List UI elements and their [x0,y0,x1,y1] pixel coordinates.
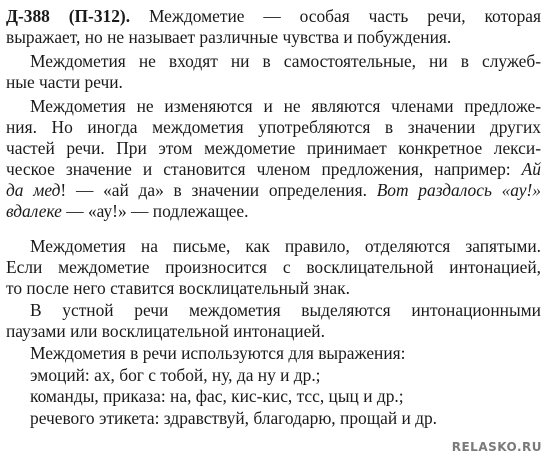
paragraph-4-line-3: то после него ставится восклицательный знак. [6,278,350,298]
paragraph-3-line-5: да мед! — «ай да» в значении определения. Вот раздалось «ау!» [6,180,541,200]
paragraph-1-line-2: выражает, но не называет различные чувства и побуждения. [6,27,452,47]
paragraph-5-line-1: В устной речи междометия выделяются интонационными [30,300,541,320]
paragraph-2-line-2: ные части речи. [6,72,123,92]
paragraph-6-line-1: Междометия в речи используются для выражения: [30,343,406,363]
paragraph-3-line-6: вдалеке — «ау!» — подлежащее. [6,201,249,221]
list-item-etiquette: речевого этикета: здравствуй, благодарю, прощай и др. [30,408,438,428]
watermark: RELASKO.RU [451,440,542,454]
paragraph-3-line-4: ческое значение и становится членом предложения, например: Ай [6,159,541,179]
exercise-number: Д-388 (П-312). [6,6,131,26]
list-item-commands: команды, приказа: на, фас, кис-кис, тсс, цыц и др.; [30,386,404,406]
paragraph-3-line-3: частей речи. При этом междометие принимает конкретное лекси- [6,138,541,158]
list-item-emotions: эмоций: ах, бог с тобой, ну, да ну и др.; [30,365,321,385]
paragraph-4-line-2: Если междометие произносится с восклицательной интонацией, [6,257,541,277]
paragraph-3-line-1: Междометия не изменяются и не являются членами предложе- [30,96,541,116]
paragraph-4-line-1: Междометия на письме, как правило, отделяются запятыми. [30,236,541,256]
paragraph-3-line-2: ния. Но иногда междометия употребляются в значении других [6,117,541,137]
paragraph-2-line-1: Междометия не входят ни в самостоятельные, ни в служеб- [30,51,541,71]
paragraph-1-line-1: Д-388 (П-312). Междометие — особая часть речи, которая [6,6,541,26]
paragraph-5-line-2: паузами или восклицательной интонацией. [6,321,325,341]
